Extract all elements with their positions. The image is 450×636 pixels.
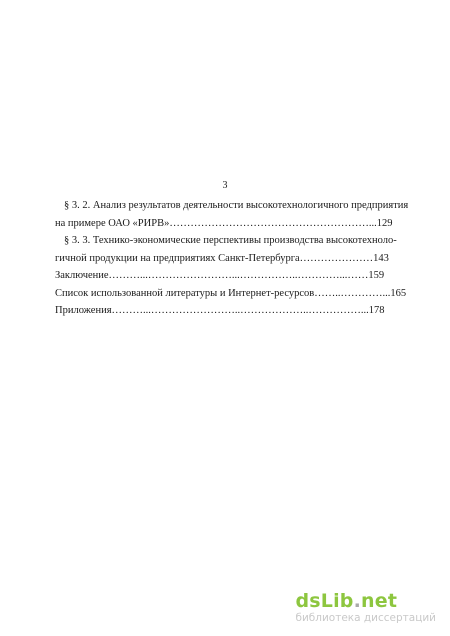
toc-entry-section-3-3-page: гичной продукции на предприятиях Санкт-Петербурга…………………143 [55, 252, 389, 264]
toc-entry-bibliography: Список использованной литературы и Интернет-ресурсов……..…………...165 [55, 287, 407, 299]
table-of-contents [55, 197, 410, 320]
logo-main: dsLib [295, 590, 354, 612]
toc-entry-section-3-3-title: § 3. 3. Технико-экономические перспективы производства высокотехноло- [64, 235, 397, 246]
dslib-logo [295, 591, 436, 611]
toc-entry-section-3-2-page: на примере ОАО «РИРВ»…………………………………………………...129 [55, 217, 393, 229]
toc-entry-conclusion: Заключение………...……………………...……………..…………...……159 [55, 270, 385, 281]
watermark-logo [295, 591, 436, 624]
page-number: 3 [222, 180, 228, 191]
toc-entry-section-3-2-title: § 3. 2. Анализ результатов деятельности высокотехнологичного предприятия [64, 200, 409, 211]
logo-dot: . [353, 590, 362, 612]
watermark-tagline: библиотека диссертаций [295, 612, 436, 624]
logo-tld: net [361, 590, 398, 612]
toc-entry-appendices: Приложения………...……………………..………………..……………...178 [55, 305, 385, 316]
